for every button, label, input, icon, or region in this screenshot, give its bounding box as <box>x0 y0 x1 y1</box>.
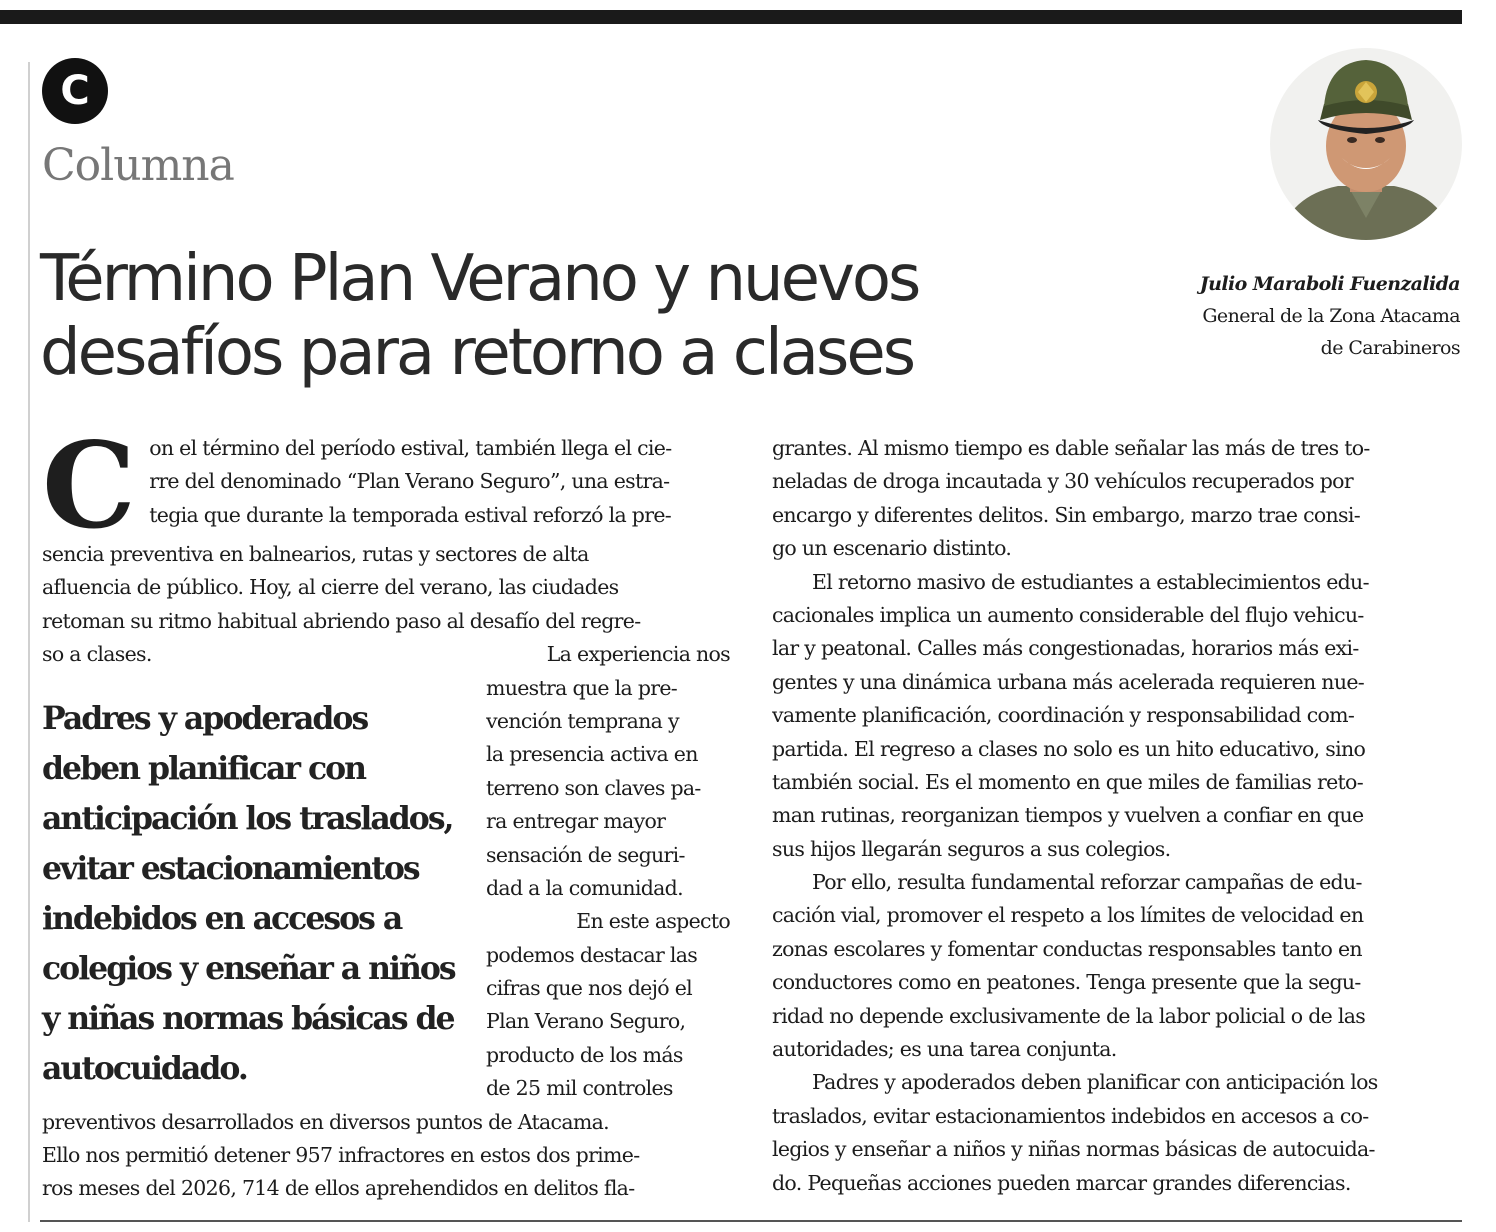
pull-quote-line: anticipación los traslados, <box>42 799 453 837</box>
body-line: Plan Verano Seguro, <box>486 1009 686 1034</box>
body-line: gentes y una dinámica urbana más acelerada requieren nue- <box>772 669 1364 694</box>
body-line: sensación de seguri- <box>486 842 685 867</box>
body-line: grantes. Al mismo tiempo es dable señalar las más de tres to- <box>772 436 1370 460</box>
dropcap: C <box>42 416 136 555</box>
author-title-line-1: General de la Zona Atacama <box>1202 305 1460 327</box>
body-line: go un escenario distinto. <box>772 536 1012 561</box>
body-line: ros meses del 2026, 714 de ellos aprehendidos en delitos fla- <box>42 1176 635 1201</box>
body-line: conductores como en peatones. Tenga presente que la segu- <box>772 970 1361 995</box>
body-line: zonas escolares y fomentar conductas responsables tanto en <box>772 936 1362 961</box>
body-line: producto de los más <box>486 1042 683 1067</box>
body-line: podemos destacar las <box>486 942 698 967</box>
body-line: lar y peatonal. Calles más congestionadas, horarios más exi- <box>772 636 1359 661</box>
author-title-line-2: de Carabineros <box>1320 337 1460 359</box>
body-line: Por ello, resulta fundamental reforzar campañas de edu- <box>812 870 1362 895</box>
author-photo <box>1268 46 1464 242</box>
body-line: de 25 mil controles <box>486 1076 673 1101</box>
pull-quote-line: colegios y enseñar a niños <box>42 949 455 987</box>
body-line: sencia preventiva en balnearios, rutas y sectores de alta <box>42 542 589 566</box>
body-line: ra entregar mayor <box>486 809 666 834</box>
article-column-left <box>42 416 730 1206</box>
top-rule <box>0 10 1462 24</box>
body-line: man rutinas, reorganizan tiempos y vuelven a confiar en que <box>772 803 1364 828</box>
body-line: terreno son claves pa- <box>486 775 701 800</box>
body-line: cación vial, promover el respeto a los límites de velocidad en <box>772 903 1364 928</box>
body-line: autoridades; es una tarea conjunta. <box>772 1037 1117 1062</box>
body-line-segment: so a clases. <box>42 642 152 667</box>
pull-quote-line: indebidos en accesos a <box>42 899 402 937</box>
pull-quote-line: evitar estacionamientos <box>42 849 419 887</box>
pull-quote-line: Padres y apoderados <box>42 699 368 737</box>
body-line: Padres y apoderados deben planificar con anticipación los <box>812 1070 1378 1095</box>
author-block <box>1060 268 1460 364</box>
headline <box>40 242 1040 390</box>
body-line: también social. Es el momento en que miles de familias reto- <box>772 769 1363 794</box>
section-label: Columna <box>42 140 234 191</box>
body-line: sus hijos llegarán seguros a sus colegios. <box>772 836 1171 861</box>
body-line: tegia que durante la temporada estival reforzó la pre- <box>149 502 671 527</box>
pull-quote-line: deben planificar con <box>42 749 366 787</box>
body-line: muestra que la pre- <box>486 675 678 700</box>
body-line-segment: La experiencia nos <box>546 642 730 667</box>
bottom-rule <box>40 1220 1462 1222</box>
body-line: vamente planificación, coordinación y responsabilidad com- <box>772 703 1355 728</box>
body-line: neladas de droga incautada y 30 vehículos recuperados por <box>772 469 1353 494</box>
body-line: El retorno masivo de estudiantes a establecimientos edu- <box>812 569 1369 594</box>
section-badge: C <box>42 58 108 124</box>
body-line: cifras que nos dejó el <box>486 976 692 1001</box>
author-name: Julio Maraboli Fuenzalida <box>1199 273 1460 295</box>
pull-quote-line: autocuidado. <box>42 1049 247 1087</box>
body-line: En este aspecto <box>576 909 730 934</box>
body-line: traslados, evitar estacionamientos indebidos en accesos a co- <box>772 1103 1369 1128</box>
body-line: retoman su ritmo habitual abriendo paso al desafío del regre- <box>42 608 641 633</box>
body-line: preventivos desarrollados en diversos puntos de Atacama. <box>42 1109 609 1134</box>
article-column-right <box>772 432 1460 1200</box>
left-column-rule <box>28 62 30 1222</box>
headline-line-1: Término Plan Verano y nuevos <box>40 242 919 316</box>
headline-line-2: desafíos para retorno a clases <box>40 316 914 390</box>
body-line: encargo y diferentes delitos. Sin embargo, marzo trae consi- <box>772 502 1360 527</box>
body-line: afluencia de público. Hoy, al cierre del verano, las ciudades <box>42 575 619 600</box>
body-line: do. Pequeñas acciones pueden marcar grandes diferencias. <box>772 1170 1351 1195</box>
pull-quote-line: y niñas normas básicas de <box>42 999 454 1037</box>
body-line: dad a la comunidad. <box>486 875 683 900</box>
body-line: rre del denominado “Plan Verano Seguro”, una estra- <box>149 469 670 494</box>
pull-quote <box>42 672 480 1106</box>
body-line: la presencia activa en <box>486 742 698 767</box>
body-line: Ello nos permitió detener 957 infractores en estos dos prime- <box>42 1143 640 1168</box>
body-line: on el término del período estival, también llega el cie- <box>149 436 672 460</box>
body-line: cacionales implica un aumento considerable del flujo vehicu- <box>772 602 1364 627</box>
body-line: ridad no depende exclusivamente de la labor policial o de las <box>772 1003 1366 1028</box>
body-line: legios y enseñar a niños y niñas normas básicas de autocuida- <box>772 1137 1375 1162</box>
body-line: vención temprana y <box>486 708 679 733</box>
body-line <box>42 638 730 671</box>
body-line: partida. El regreso a clases no solo es un hito educativo, sino <box>772 736 1366 761</box>
